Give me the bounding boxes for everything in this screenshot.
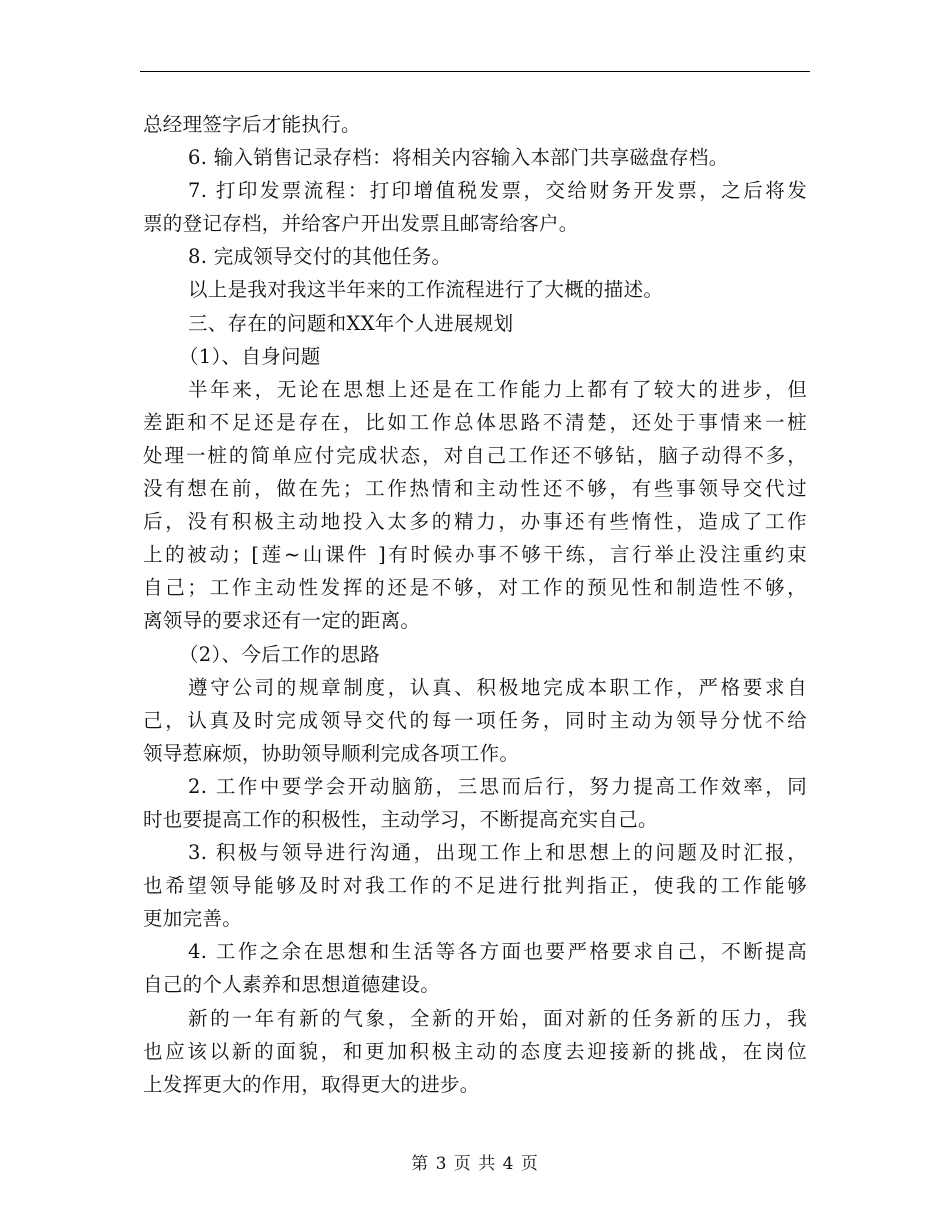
paragraph-line: 遵守公司的规章制度，认真、积极地完成本职工作，严格要求自 [188, 675, 807, 699]
paragraph-line: 也希望领导能够及时对我工作的不足进行批判指正，使我的工作能够 [143, 874, 807, 898]
paragraph-line: 领导惹麻烦，协助领导顺利完成各项工作。 [143, 741, 520, 765]
paragraph-line: 更加完善。 [143, 907, 243, 931]
paragraph-line: 自己的个人素养和思想道德建设。 [143, 973, 441, 997]
list-item: 3. 积极与领导进行沟通，出现工作上和思想上的问题及时汇报， [188, 841, 807, 865]
paragraph-line: 半年来，无论在思想上还是在工作能力上都有了较大的进步，但 [188, 377, 807, 401]
text-line: 以上是我对我这半年来的工作流程进行了大概的描述。 [188, 278, 664, 302]
document-body [143, 108, 807, 1101]
paragraph-line: 也应该以新的面貌，和更加积极主动的态度去迎接新的挑战，在岗位 [143, 1039, 807, 1063]
paragraph-line: 离领导的要求还有一定的距离。 [143, 609, 421, 633]
subsection-heading: （2）、今后工作的思路 [179, 642, 380, 666]
section-heading: 三、存在的问题和XX年个人进展规划 [188, 311, 514, 335]
subsection-heading: （1）、自身问题 [179, 344, 321, 368]
list-item: 8. 完成领导交付的其他任务。 [188, 245, 452, 269]
list-item: 2. 工作中要学会开动脑筋，三思而后行，努力提高工作效率，同 [188, 774, 807, 798]
list-item: 7. 打印发票流程：打印增值税发票，交给财务开发票，之后将发 [188, 179, 807, 203]
paragraph-line: 处理一桩的简单应付完成状态，对自己工作还不够钻，脑子动得不多， [143, 443, 807, 467]
text-line: 总经理签字后才能执行。 [143, 113, 361, 136]
paragraph-line: 上发挥更大的作用，取得更大的进步。 [143, 1072, 480, 1096]
header-rule [140, 71, 810, 72]
paragraph-line: 新的一年有新的气象，全新的开始，面对新的任务新的压力，我 [188, 1006, 807, 1030]
page-footer: 第 3 页 共 4 页 [411, 1154, 539, 1174]
list-item: 6. 输入销售记录存档：将相关内容输入本部门共享磁盘存档。 [188, 146, 729, 170]
paragraph-line: 后，没有积极主动地投入太多的精力，办事还有些惰性，造成了工作 [143, 510, 807, 534]
paragraph-line: 上的被动；[莲~山课件 ]有时候办事不够干练，言行举止没注重约束 [143, 543, 807, 567]
paragraph-line: 差距和不足还是存在，比如工作总体思路不清楚，还处于事情来一桩 [143, 410, 807, 434]
paragraph-line: 没有想在前，做在先；工作热情和主动性还不够，有些事领导交代过 [143, 477, 807, 501]
paragraph-line: 己，认真及时完成领导交代的每一项任务，同时主动为领导分忧不给 [143, 708, 807, 732]
paragraph-line: 时也要提高工作的积极性，主动学习，不断提高充实自己。 [143, 807, 658, 831]
paragraph-line: 自己；工作主动性发挥的还是不够，对工作的预见性和制造性不够， [143, 576, 807, 600]
text-line: 票的登记存档，并给客户开出发票且邮寄给客户。 [143, 212, 579, 236]
list-item: 4. 工作之余在思想和生活等各方面也要严格要求自己，不断提高 [188, 940, 807, 964]
